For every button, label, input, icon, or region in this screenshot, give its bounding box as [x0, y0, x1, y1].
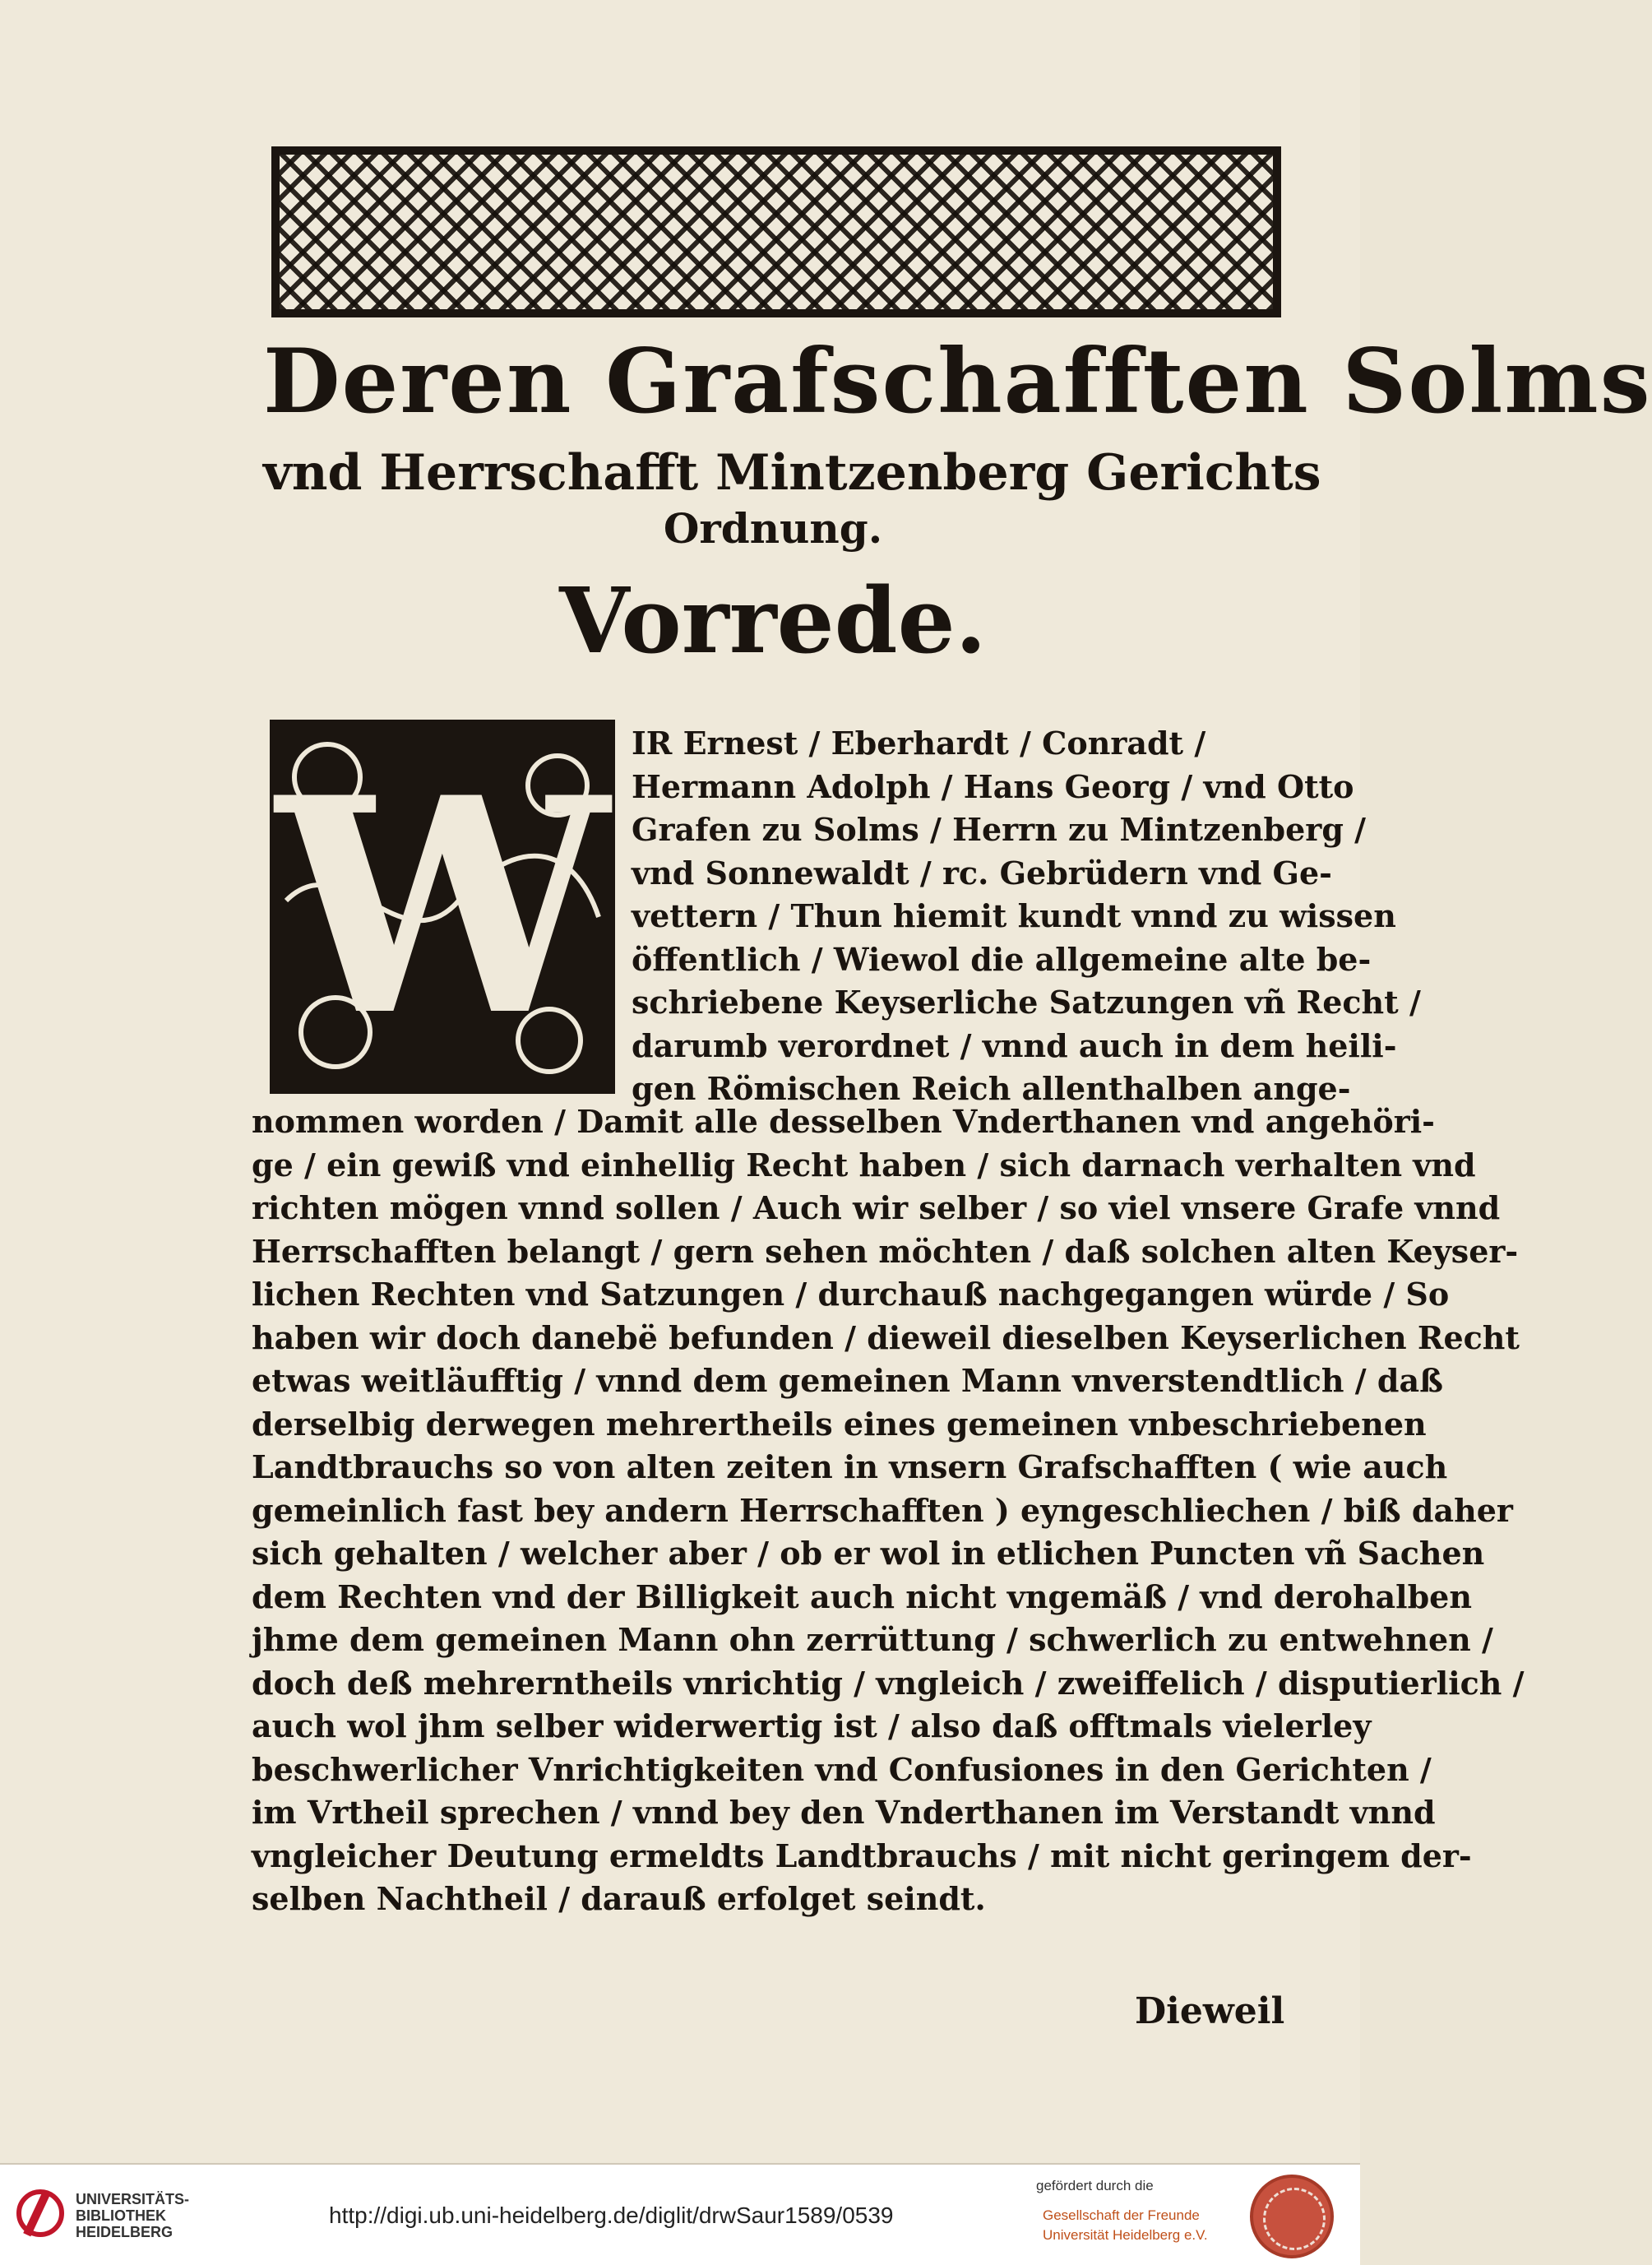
- sponsor-label: gefördert durch die: [1036, 2178, 1154, 2193]
- text-line: Herrschafften belangt / gern sehen möchten / daß solchen alten Keyser-: [252, 1232, 1519, 1270]
- initial-letter: W: [275, 732, 609, 1081]
- text-line: vettern / Thun hiemit kundt vnnd zu wissen: [632, 897, 1396, 934]
- text-line: gen Römischen Reich allenthalben ange-: [632, 1070, 1351, 1107]
- page-subtitle: vnd Herrschafft Mintzenberg Gerichts: [263, 444, 1321, 502]
- sponsor-name-line: Gesellschaft der Freunde: [1043, 2207, 1200, 2223]
- text-line: etwas weitläufftig / vnnd dem gemeinen Mann vnverstendtlich / daß: [252, 1362, 1443, 1399]
- text-line: richten mögen vnnd sollen / Auch wir selber / so viel vnsere Grafe vnnd: [252, 1189, 1501, 1226]
- text-line: IR Ernest / Eberhardt / Conradt /: [632, 725, 1206, 762]
- text-line: jhme dem gemeinen Mann ohn zerrüttung / schwerlich zu entwehnen /: [252, 1621, 1493, 1658]
- text-line: selben Nachtheil / darauß erfolget seindt.: [252, 1880, 986, 1917]
- viewer-footer: [0, 2163, 1360, 2265]
- text-line: schriebene Keyserliche Satzungen vñ Recht /: [632, 984, 1421, 1021]
- decorative-headpiece: [271, 146, 1281, 317]
- decorated-initial: [270, 720, 615, 1094]
- text-line: dem Rechten vnd der Billigkeit auch nicht vngemäß / vnd derohalben: [252, 1577, 1472, 1615]
- permalink-url[interactable]: http://digi.ub.uni-heidelberg.de/diglit/drwSaur1589/0539: [329, 2202, 894, 2228]
- text-line: nommen worden / Damit alle desselben Vnderthanen vnd angehöri-: [252, 1103, 1435, 1140]
- library-name-line: UNIVERSITÄTS-: [76, 2191, 190, 2207]
- text-line: vnd Sonnewaldt / rc. Gebrüdern vnd Ge-: [632, 854, 1332, 892]
- library-logo-icon[interactable]: [16, 2189, 64, 2237]
- text-line: Landtbrauchs so von alten zeiten in vnsern Grafschafften ( wie auch: [252, 1448, 1448, 1485]
- sponsor-name-line: Universität Heidelberg e.V.: [1043, 2227, 1208, 2243]
- text-line: derselbig derwegen mehrertheils eines gemeinen vnbeschriebenen: [252, 1405, 1427, 1443]
- text-line: Grafen zu Solms / Herrn zu Mintzenberg /: [632, 811, 1366, 848]
- initial-ornament-icon: [270, 720, 615, 1094]
- section-heading: Vorrede.: [559, 567, 987, 674]
- paragraph-full-width: [252, 1100, 1525, 1921]
- text-line: Hermann Adolph / Hans Georg / vnd Otto: [632, 767, 1354, 805]
- text-line: gemeinlich fast bey andern Herrschafften ) eyngeschliechen / biß daher: [252, 1491, 1513, 1529]
- catchword: Dieweil: [1135, 1990, 1285, 2032]
- text-line: haben wir doch danebë befunden / dieweil dieselben Keyserlichen Recht: [252, 1318, 1520, 1356]
- text-line: ge / ein gewiß vnd einhellig Recht haben / sich darnach verhalten vnd: [252, 1146, 1476, 1183]
- text-line: lichen Rechten vnd Satzungen / durchauß nachgegangen würde / So: [252, 1276, 1450, 1313]
- text-line: öffentlich / Wiewol die allgemeine alte be-: [632, 940, 1372, 978]
- library-name-line: HEIDELBERG: [76, 2224, 174, 2240]
- library-name-line: BIBLIOTHEK: [76, 2207, 166, 2224]
- text-line: darumb verordnet / vnnd auch in dem heili-: [632, 1026, 1397, 1064]
- library-name[interactable]: [76, 2191, 189, 2240]
- sponsor-name[interactable]: [1043, 2206, 1208, 2245]
- page-title: Deren Grafschafften Solms: [263, 330, 1652, 433]
- university-seal-icon[interactable]: [1250, 2175, 1334, 2258]
- text-line: auch wol jhm selber widerwertig ist / also daß offtmals vielerley: [252, 1707, 1372, 1744]
- text-line: im Vrtheil sprechen / vnnd bey den Vnderthanen im Verstandt vnnd: [252, 1794, 1436, 1831]
- paragraph-beside-initial: [632, 722, 1421, 1111]
- text-line: sich gehalten / welcher aber / ob er wol in etlichen Puncten vñ Sachen: [252, 1535, 1485, 1572]
- text-line: doch deß mehrerntheils vnrichtig / vngleich / zweiffelich / disputierlich /: [252, 1664, 1525, 1702]
- text-line: vngleicher Deutung ermeldts Landtbrauchs / mit nicht geringem der-: [252, 1837, 1472, 1874]
- page-subtitle-2: Ordnung.: [663, 504, 883, 553]
- text-line: beschwerlicher Vnrichtigkeiten vnd Confusiones in den Gerichten /: [252, 1750, 1432, 1788]
